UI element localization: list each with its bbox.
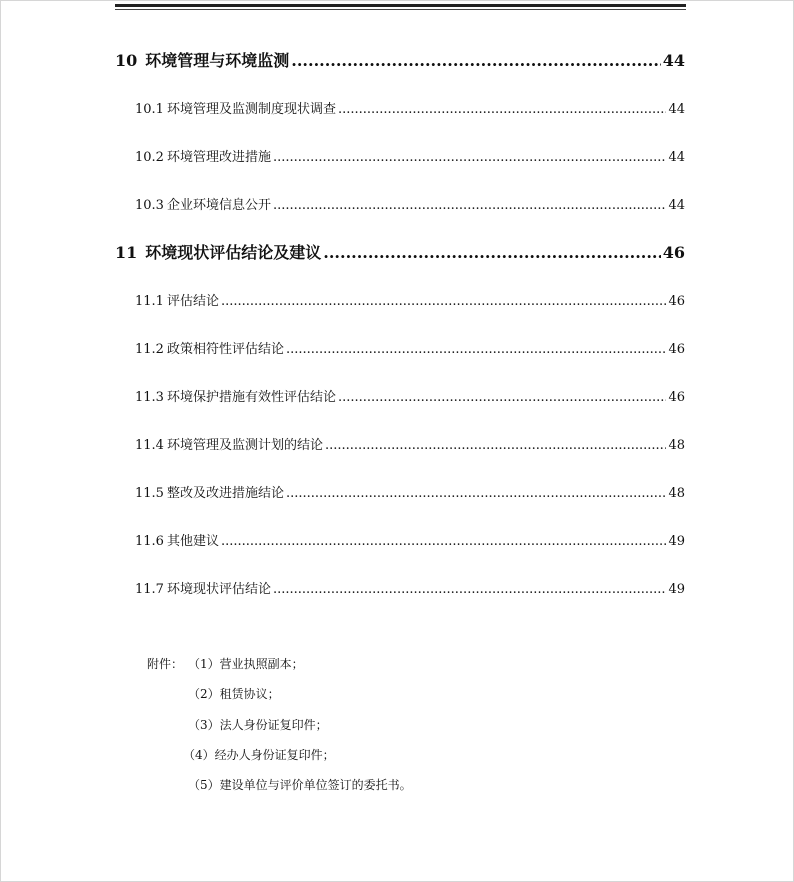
toc-entry-11[interactable] [115,240,685,263]
toc-title: 环境管理改进措施 [166,150,271,165]
toc-number: 11.5 [135,486,164,501]
attachments-label: 附件： [147,657,184,671]
toc-page-number: 44 [668,198,685,213]
toc-title: 整改及改进措施结论 [166,486,284,501]
toc-page-number: 46 [668,390,685,405]
toc-page-number: 49 [668,534,685,549]
toc-page-number: 46 [668,342,685,357]
toc-entry-11-3[interactable] [135,386,685,405]
toc-number: 10.2 [135,150,164,165]
toc-entry-10-1[interactable] [135,98,685,117]
toc-leader-dots [291,51,660,70]
toc-entry-11-2[interactable] [135,338,685,357]
toc-title: 其他建议 [166,534,219,549]
attachment-item: （5）建设单位与评价单位签订的委托书。 [188,778,412,792]
toc-number: 10 [115,51,138,70]
toc-page-number: 46 [668,294,685,309]
toc-page-number: 44 [668,102,685,117]
toc-number: 10.3 [135,198,164,213]
toc-number: 11.7 [135,582,164,597]
toc-page-number: 46 [662,243,685,262]
toc-number: 11.4 [135,438,164,453]
toc-number: 11.2 [135,342,164,357]
toc-page-number: 44 [662,51,685,70]
toc-entry-10[interactable] [115,48,685,71]
toc-entry-11-6[interactable] [135,530,685,549]
toc-title: 评估结论 [166,294,219,309]
toc-leader-dots [221,294,666,309]
toc-number: 11.1 [135,294,164,309]
toc-entry-11-5[interactable] [135,482,685,501]
toc-entry-11-7[interactable] [135,578,685,597]
toc-entry-10-2[interactable] [135,146,685,165]
toc-leader-dots [286,342,666,357]
toc-leader-dots [338,390,666,405]
toc-title: 环境管理及监测计划的结论 [166,438,323,453]
attachment-item: （3）法人身份证复印件； [188,718,328,732]
toc-leader-dots [273,198,666,213]
toc-leader-dots [338,102,666,117]
toc-page-number: 48 [668,438,685,453]
toc-page-number: 48 [668,486,685,501]
header-rule [115,4,686,7]
attachment-item: （2）租赁协议； [188,687,280,701]
toc-number: 11.6 [135,534,164,549]
toc-page-number: 44 [668,150,685,165]
toc-title: 环境现状评估结论及建议 [145,243,322,262]
attachment-item: （1）营业执照副本； [188,657,304,671]
toc-entry-11-4[interactable] [135,434,685,453]
toc-title: 企业环境信息公开 [166,198,271,213]
toc-title: 环境保护措施有效性评估结论 [166,390,336,405]
toc-leader-dots [325,438,666,453]
toc-leader-dots [273,582,666,597]
toc-page-number: 49 [668,582,685,597]
toc-entry-10-3[interactable] [135,194,685,213]
toc-title: 环境管理及监测制度现状调查 [166,102,336,117]
toc-number: 11 [115,243,138,262]
toc-title: 环境现状评估结论 [166,582,271,597]
toc-entry-11-1[interactable] [135,290,685,309]
toc-leader-dots [221,534,666,549]
toc-number: 11.3 [135,390,164,405]
toc-leader-dots [323,243,660,262]
toc-title: 政策相符性评估结论 [166,342,284,357]
toc-title: 环境管理与环境监测 [145,51,290,70]
toc-leader-dots [286,486,666,501]
toc-leader-dots [273,150,666,165]
attachment-item: （4）经办人身份证复印件； [183,748,335,762]
toc-number: 10.1 [135,102,164,117]
